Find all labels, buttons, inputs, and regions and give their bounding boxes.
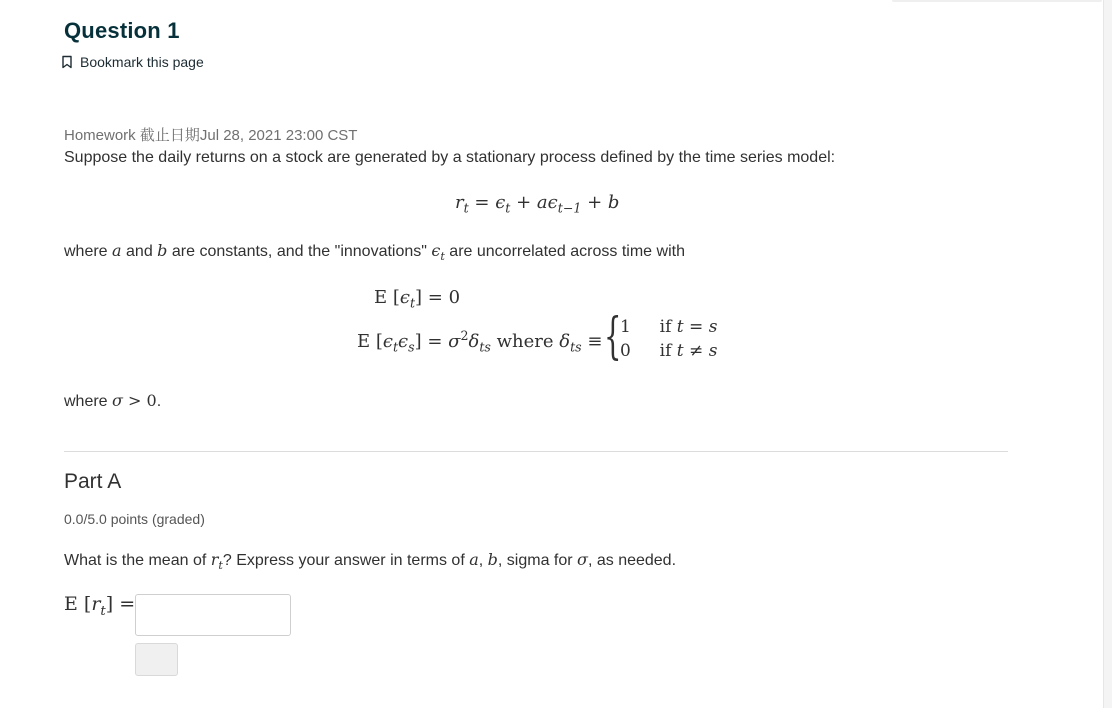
part-title: Part A	[64, 470, 122, 493]
case-row-not-equal: 0 if t ≠ s	[620, 341, 718, 361]
top-panel-shadow	[892, 0, 1102, 2]
bookmark-label: Bookmark this page	[80, 54, 204, 70]
where-constants-text: where a and b are constants, and the "innovations" $\epsilon_t$ are uncorrelated across time with	[64, 241, 685, 264]
question-title: Question 1	[64, 18, 180, 43]
bookmark-button[interactable]	[60, 54, 204, 70]
equation-model: $r_t = \epsilon_t + a\epsilon_{t-1} + b$	[455, 192, 620, 216]
bookmark-icon	[60, 55, 74, 69]
problem-intro: Suppose the daily returns on a stock are generated by a stationary process defined by the time series model:	[64, 149, 836, 166]
answer-label: E $[r_t]$ =	[64, 593, 136, 619]
section-divider	[64, 451, 1008, 452]
case-row-equal: 1 if t = s	[620, 317, 718, 337]
answer-input[interactable]	[135, 594, 291, 636]
points-status: 0.0/5.0 points (graded)	[64, 511, 205, 527]
equation-expectation-covariance: E $[\epsilon_t\epsilon_s] = \sigma^2\delta_{ts}$ where $\delta_{ts}$ ≡	[357, 328, 603, 355]
part-question-text: What is the mean of $r_t$? Express your answer in terms of a, b, sigma for σ, as needed.	[64, 550, 677, 573]
homework-due-date: Homework 截止日期Jul 28, 2021 23:00 CST	[64, 127, 358, 144]
equation-expectation-mean: E $[\epsilon_t] = 0$	[374, 287, 461, 311]
left-brace: {	[604, 307, 622, 365]
page-scrollbar[interactable]	[1103, 0, 1112, 708]
sigma-condition-text: where σ > 0.	[64, 391, 162, 410]
submit-button[interactable]	[135, 643, 178, 676]
